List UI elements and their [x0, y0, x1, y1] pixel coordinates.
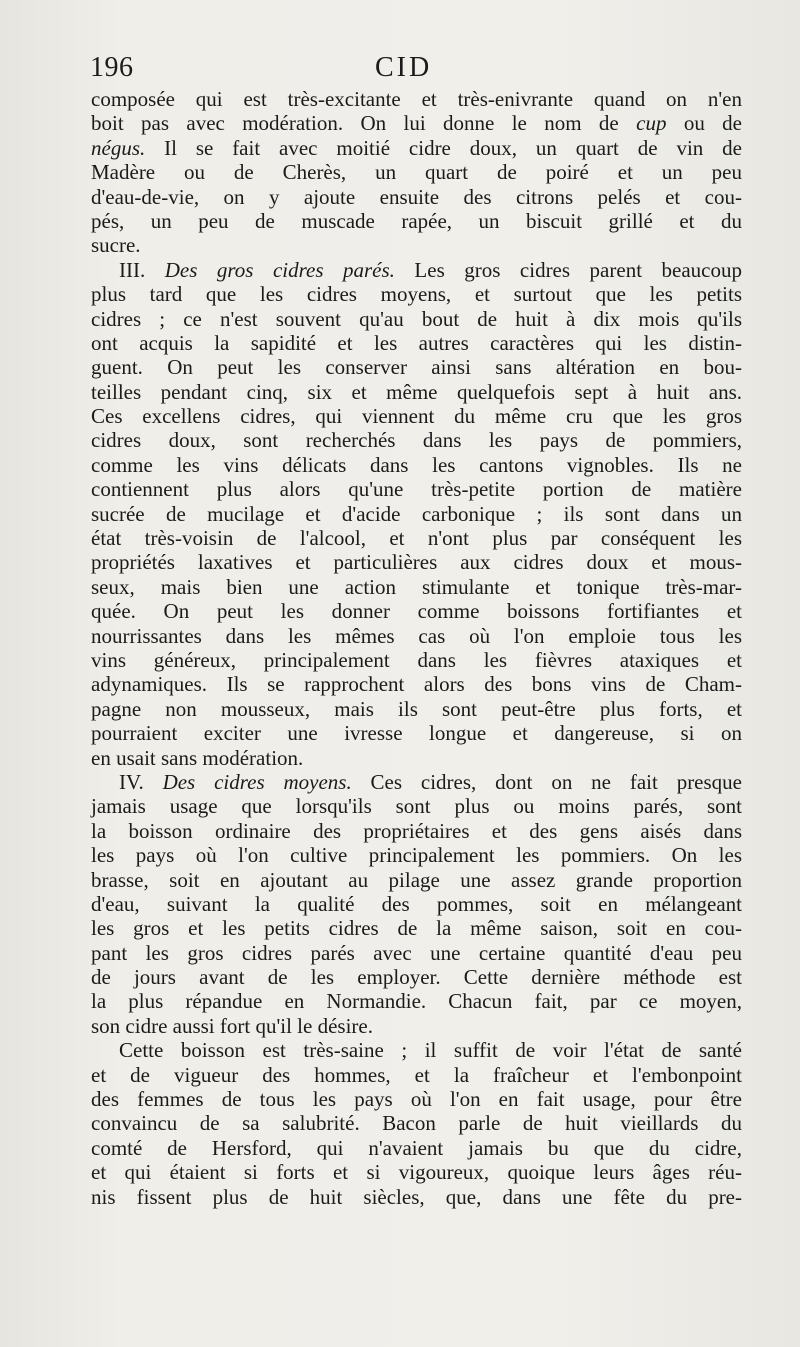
- text-line: jamais usage que lorsqu'ils sont plus ou moins parés, sont: [91, 794, 742, 819]
- text-line: cidres ; ce n'est souvent qu'au bout de huit à dix mois qu'ils: [91, 306, 742, 331]
- text-line: de jours avant de les employer. Cette dernière méthode est: [91, 965, 742, 990]
- page-number: 196: [90, 52, 134, 83]
- text-line: plus tard que les cidres moyens, et surtout que les petits: [91, 282, 742, 307]
- text-line: propriétés laxatives et particulières aux cidres doux et mous-: [91, 550, 742, 575]
- text-line: nourrissantes dans les mêmes cas où l'on emploie tous les: [91, 623, 742, 648]
- text-line: d'eau-de-vie, on y ajoute ensuite des citrons pelés et cou-: [91, 184, 742, 209]
- text-line: teilles pendant cinq, six et même quelquefois sept à huit ans.: [91, 379, 742, 404]
- text-line: pés, un peu de muscade rapée, un biscuit grillé et du: [91, 208, 742, 233]
- page-header: [90, 52, 740, 92]
- text-line: pant les gros cidres parés avec une certaine quantité d'eau peu: [91, 940, 742, 965]
- text-line: et de vigueur des hommes, et la fraîcheur et l'embonpoint: [91, 1062, 742, 1087]
- text-line: d'eau, suivant la qualité des pommes, soit en mélangeant: [91, 891, 742, 916]
- text-line: comme les vins délicats dans les cantons vignobles. Ils ne: [91, 452, 742, 477]
- text-line: la plus répandue en Normandie. Chacun fait, par ce moyen,: [91, 989, 742, 1014]
- text-line: composée qui est très-excitante et très-enivrante quand on n'en: [91, 87, 742, 111]
- text-line: des femmes de tous les pays où l'on en fait usage, pour être: [91, 1087, 742, 1112]
- text-line: cidres doux, sont recherchés dans les pays de pommiers,: [91, 428, 742, 453]
- text-line: adynamiques. Ils se rapprochent alors des bons vins de Cham-: [91, 672, 742, 697]
- text-line: et qui étaient si forts et si vigoureux, quoique leurs âges réu-: [91, 1160, 742, 1185]
- body-text: [91, 87, 742, 1209]
- text-line: état très-voisin de l'alcool, et n'ont plus par conséquent les: [91, 526, 742, 551]
- text-line: contiennent plus alors qu'une très-petite portion de matière: [91, 477, 742, 502]
- text-line: ont acquis la sapidité et les autres caractères qui les distin-: [91, 330, 742, 355]
- text-line: sucre.: [91, 233, 141, 258]
- text-line: sucrée de mucilage et d'acide carbonique ; ils sont dans un: [91, 501, 742, 526]
- text-line: brasse, soit en ajoutant au pilage une assez grande proportion: [91, 867, 742, 892]
- text-line: comté de Hersford, qui n'avaient jamais bu que du cidre,: [91, 1135, 742, 1160]
- text-line: guent. On peut les conserver ainsi sans altération en bou-: [91, 355, 742, 380]
- text-line: III. Des gros cidres parés. Les gros cidres parent beaucoup: [119, 257, 742, 282]
- text-line: la boisson ordinaire des propriétaires et des gens aisés dans: [91, 818, 742, 843]
- text-line: les pays où l'on cultive principalement les pommiers. On les: [91, 843, 742, 868]
- text-line: vins généreux, principalement dans les fièvres ataxiques et: [91, 647, 742, 672]
- text-line: son cidre aussi fort qu'il le désire.: [91, 1013, 373, 1038]
- text-line: pagne non mousseux, mais ils sont peut-être plus forts, et: [91, 696, 742, 721]
- text-line: seux, mais bien une action stimulante et tonique très-mar-: [91, 574, 742, 599]
- text-line: Madère ou de Cherès, un quart de poiré et un peu: [91, 160, 742, 185]
- text-line: boit pas avec modération. On lui donne le nom de cup ou de: [91, 111, 743, 136]
- text-line: les gros et les petits cidres de la même saison, soit en cou-: [91, 916, 742, 941]
- text-line: en usait sans modération.: [91, 745, 304, 770]
- text-line: Ces excellens cidres, qui viennent du même cru que les gros: [91, 404, 742, 429]
- text-line: quée. On peut les donner comme boissons fortifiantes et: [91, 599, 742, 624]
- text-line: négus. Il se fait avec moitié cidre doux, un quart de vin de: [91, 135, 742, 160]
- text-line: Cette boisson est très-saine ; il suffit de voir l'état de santé: [119, 1038, 742, 1063]
- text-line: convaincu de sa salubrité. Bacon parle de huit vieillards du: [91, 1111, 742, 1136]
- text-line: pourraient exciter une ivresse longue et dangereuse, si on: [91, 721, 742, 746]
- text-line: nis fissent plus de huit siècles, que, dans une fête du pre-: [91, 1184, 742, 1209]
- running-head: CID: [375, 52, 433, 83]
- text-line: IV. Des cidres moyens. Ces cidres, dont on ne fait presque: [119, 769, 743, 794]
